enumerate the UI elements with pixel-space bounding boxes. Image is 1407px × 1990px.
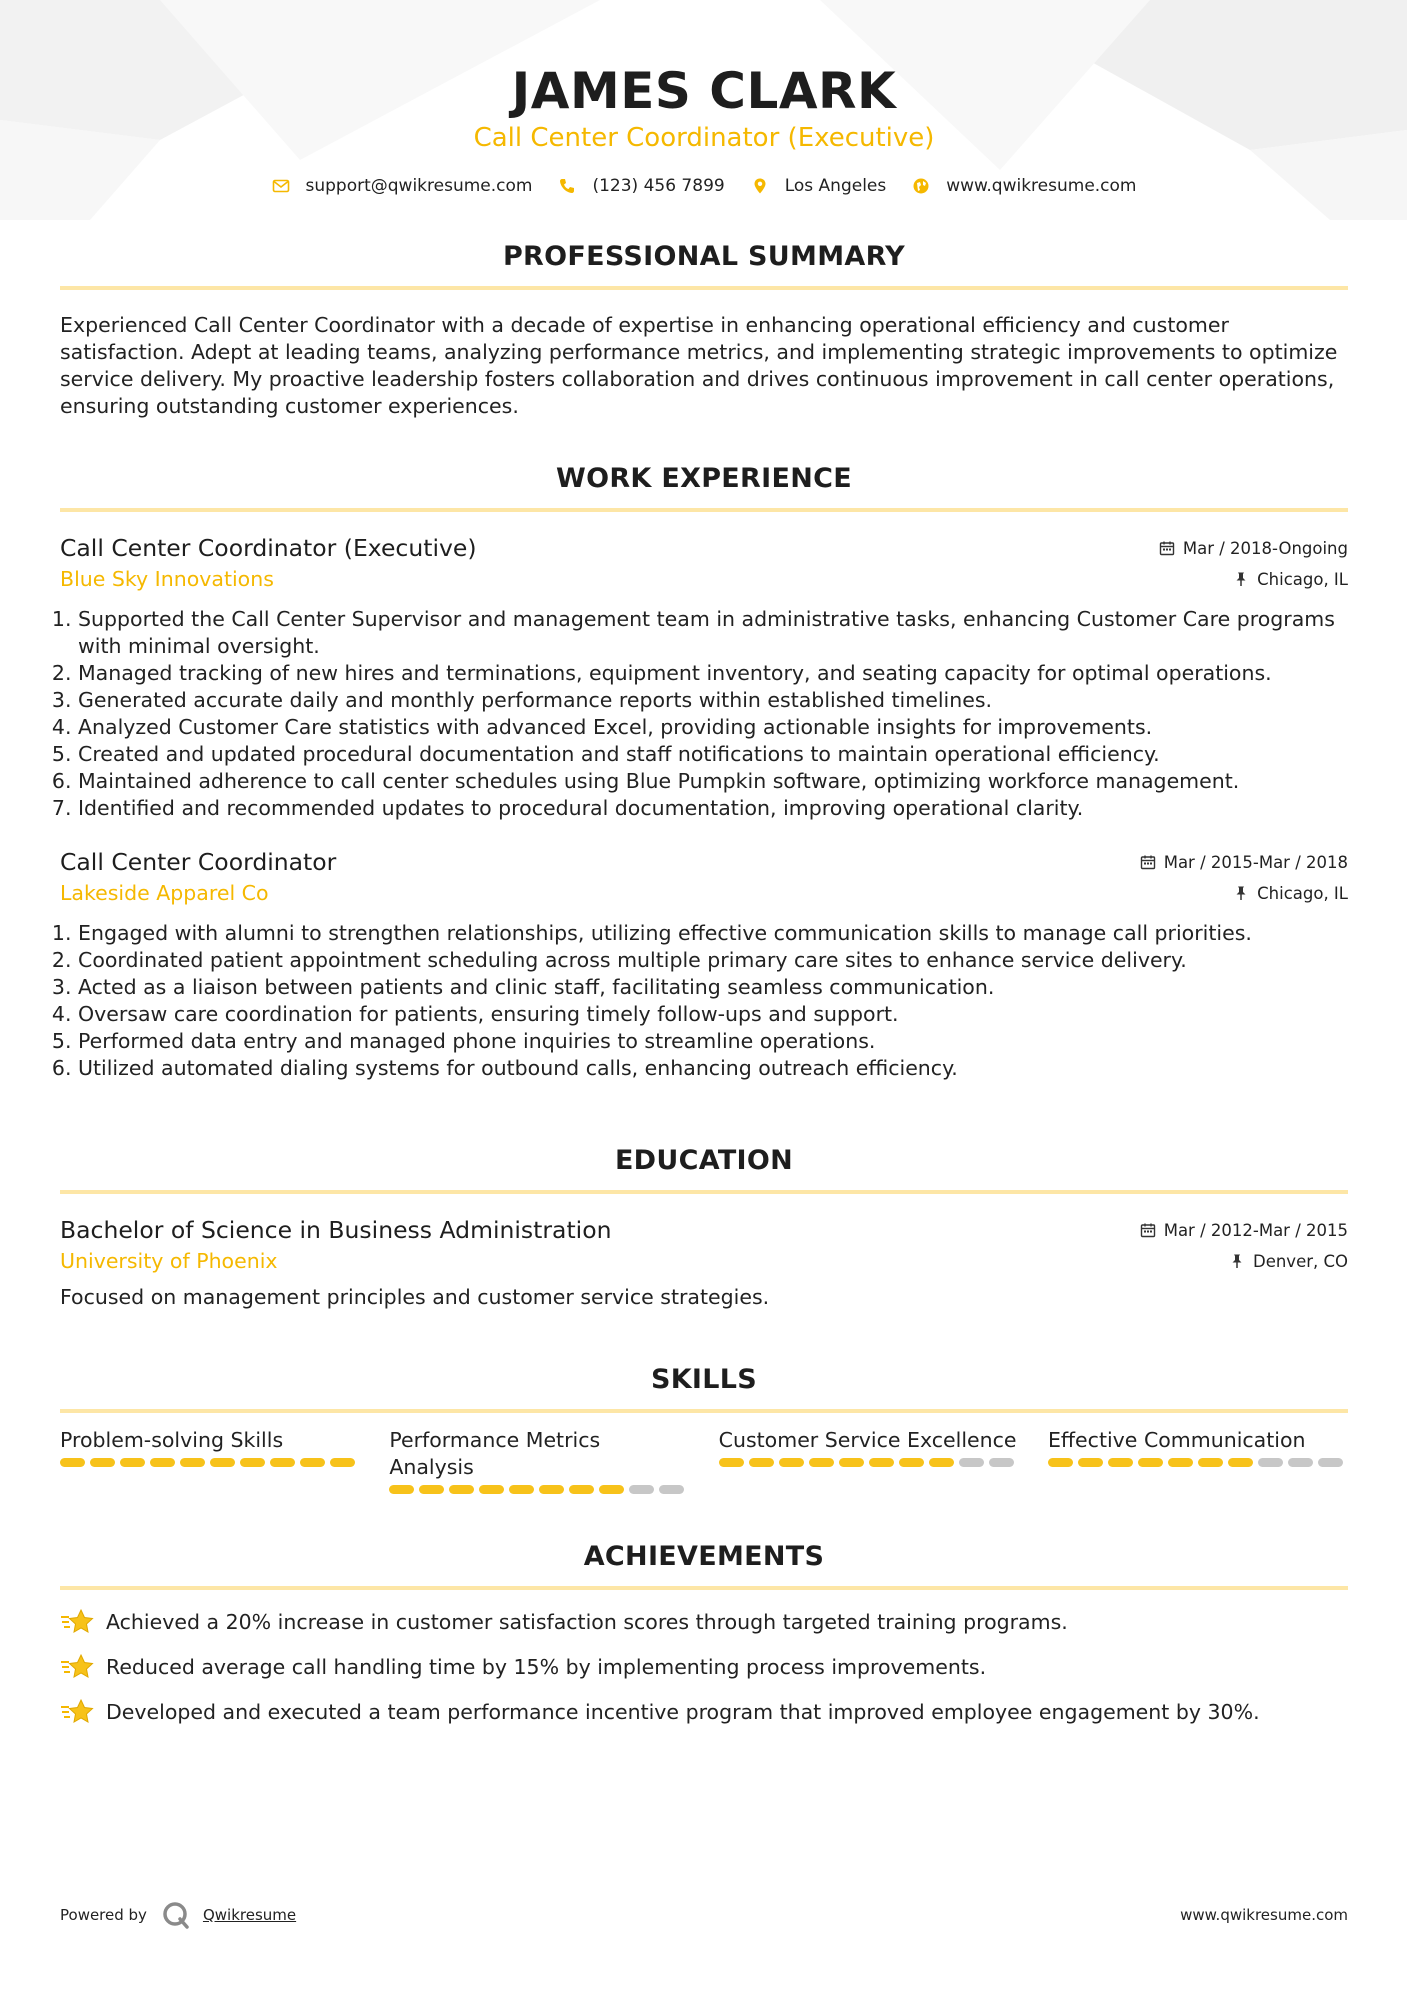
job-location-text: Chicago, IL [1257,569,1348,589]
calendar-icon [1140,854,1156,870]
list-item: 3. Acted as a liaison between patients and clinic staff, facilitating seamless communication. [78,974,1348,1001]
job-dates [1159,539,1348,558]
skills-grid [60,1427,1348,1494]
skill-dot-filled [719,1458,744,1467]
page-footer [60,1900,1348,1930]
achievements-heading: ACHIEVEMENTS [583,1541,825,1572]
qwikresume-logo-icon [161,1900,191,1930]
skill-dot-filled [869,1458,894,1467]
skill-dot-filled [1048,1458,1073,1467]
job-company: Blue Sky Innovations [60,567,274,591]
job-location [1233,884,1348,903]
powered-by-label: Powered by [60,1906,147,1924]
envelope-icon [272,177,290,195]
list-item: 5. Created and updated procedural documentation and staff notifications to maintain operational efficiency. [78,741,1348,768]
skill-dot-filled [779,1458,804,1467]
list-item: 2. Managed tracking of new hires and terminations, equipment inventory, and seating capacity for optimal operations. [78,660,1348,687]
skill-dot-empty [659,1485,684,1494]
skill-dot-filled [60,1458,85,1467]
skill-name: Problem-solving Skills [60,1428,284,1452]
section-divider [60,1190,1348,1194]
skill-item [60,1427,360,1494]
skills-heading: SKILLS [650,1364,758,1395]
skill-dot-filled [899,1458,924,1467]
education-section [60,1144,1348,1311]
list-item: 1. Supported the Call Center Supervisor and management team in administrative tasks, enhancing Customer Care programs with minimal oversight. [78,606,1348,660]
job-entry [60,846,1348,1082]
pin-icon [1233,571,1249,587]
education-entry [60,1214,1348,1311]
achievement-item [60,1653,1348,1681]
section-divider [60,508,1348,512]
degree-title: Bachelor of Science in Business Administration [60,1216,612,1244]
list-item: 7. Identified and recommended updates to procedural documentation, improving operational clarity. [78,795,1348,822]
experience-section [60,462,1348,1082]
job-location-text: Chicago, IL [1257,883,1348,903]
skill-dot-filled [180,1458,205,1467]
footer-website-link[interactable]: www.qwikresume.com [1180,1906,1348,1924]
skill-dot-filled [419,1485,444,1494]
skill-dot-filled [1228,1458,1253,1467]
list-item: 6. Utilized automated dialing systems for outbound calls, enhancing outreach efficiency. [78,1055,1348,1082]
contact-email[interactable] [272,176,533,196]
star-icon [60,1698,94,1726]
job-location [1233,570,1348,589]
education-dates [1140,1221,1348,1240]
job-title: Call Center Coordinator (Executive) [60,534,477,562]
skill-dot-filled [1108,1458,1133,1467]
summary-heading: PROFESSIONAL SUMMARY [502,241,906,272]
achievements-list [60,1608,1348,1726]
skill-dot-empty [629,1485,654,1494]
candidate-name: JAMES CLARK [511,62,897,120]
job-entry [60,532,1348,822]
achievements-section [60,1540,1348,1726]
section-divider [60,1586,1348,1590]
education-location-text: Denver, CO [1252,1251,1348,1271]
skill-rating [60,1458,360,1467]
list-item: 3. Generated accurate daily and monthly performance reports within established timelines. [78,687,1348,714]
list-item: 5. Performed data entry and managed phone inquiries to streamline operations. [78,1028,1348,1055]
footer-branding [60,1900,296,1930]
achievement-item [60,1698,1348,1726]
section-divider [60,286,1348,290]
contact-phone-text: (123) 456 7899 [592,176,725,196]
achievement-text: Reduced average call handling time by 15% by implementing process improvements. [106,1654,987,1679]
summary-text: Experienced Call Center Coordinator with a decade of expertise in enhancing operational efficiency and customer satisfaction. Adept at leading teams, analyzing performance metrics, and implementing strategic improvements to optimize service delivery. My proactive leadership fosters collaboration and drives continuous improvement in call center operations, ensuring outstanding customer experiences. [60,313,1338,418]
list-item: 4. Oversaw care coordination for patients, ensuring timely follow-ups and support. [78,1001,1348,1028]
skill-dot-filled [300,1458,325,1467]
skill-item [389,1427,689,1494]
skill-dot-filled [479,1485,504,1494]
skill-rating [1048,1458,1348,1467]
skill-dot-filled [839,1458,864,1467]
calendar-icon [1159,540,1175,556]
skill-dot-filled [569,1485,594,1494]
skill-dot-empty [1258,1458,1283,1467]
contact-phone[interactable] [558,176,724,196]
skill-dot-empty [959,1458,984,1467]
skill-dot-empty [1288,1458,1313,1467]
skill-item [719,1427,1019,1494]
star-icon [60,1608,94,1636]
job-dates-text: Mar / 2015-Mar / 2018 [1163,852,1348,872]
skill-dot-filled [270,1458,295,1467]
pin-icon [1233,885,1249,901]
calendar-icon [1140,1222,1156,1238]
skill-rating [719,1458,1019,1467]
map-marker-icon [751,177,769,195]
contact-location-text: Los Angeles [784,176,887,196]
summary-section [60,240,1348,420]
skill-dot-empty [1318,1458,1343,1467]
phone-icon [558,177,576,195]
skill-dot-filled [1138,1458,1163,1467]
skill-dot-filled [1168,1458,1193,1467]
job-responsibilities [60,920,1348,1082]
contact-location [751,176,887,196]
skill-dot-filled [240,1458,265,1467]
contact-email-text: support@qwikresume.com [305,176,533,196]
skill-rating [389,1485,689,1494]
education-dates-text: Mar / 2012-Mar / 2015 [1163,1220,1348,1240]
skill-dot-filled [210,1458,235,1467]
section-divider [60,1409,1348,1413]
skill-dot-filled [1198,1458,1223,1467]
skill-dot-filled [929,1458,954,1467]
education-location [1229,1252,1348,1271]
list-item: 1. Engaged with alumni to strengthen relationships, utilizing effective communication skills to manage call priorities. [78,920,1348,947]
pin-icon [1229,1253,1245,1269]
skill-item [1048,1427,1348,1494]
skill-dot-filled [509,1485,534,1494]
skill-dot-filled [599,1485,624,1494]
achievement-text: Developed and executed a team performance incentive program that improved employee engagement by 30%. [106,1699,1260,1724]
resume-page [60,0,1348,1743]
contact-bar [60,176,1348,196]
star-icon [60,1653,94,1681]
skill-dot-filled [749,1458,774,1467]
skill-dot-filled [389,1485,414,1494]
candidate-title: Call Center Coordinator (Executive) [473,123,935,153]
job-company: Lakeside Apparel Co [60,881,269,905]
skill-name: Customer Service Excellence [718,1428,1017,1452]
job-title: Call Center Coordinator [60,848,337,876]
resume-header [60,0,1348,196]
skill-dot-filled [1078,1458,1103,1467]
education-heading: EDUCATION [614,1145,794,1176]
skill-dot-filled [90,1458,115,1467]
school-name: University of Phoenix [60,1249,278,1273]
skill-dot-filled [330,1458,355,1467]
list-item: 2. Coordinated patient appointment scheduling across multiple primary care sites to enhance service delivery. [78,947,1348,974]
contact-website[interactable] [912,176,1136,196]
contact-website-text: www.qwikresume.com [946,176,1137,196]
achievement-item [60,1608,1348,1636]
skill-name: Performance Metrics Analysis [389,1428,601,1479]
list-item: 6. Maintained adherence to call center schedules using Blue Pumpkin software, optimizing workforce management. [78,768,1348,795]
job-responsibilities [60,606,1348,822]
job-dates [1140,853,1348,872]
skill-dot-filled [150,1458,175,1467]
job-dates-text: Mar / 2018-Ongoing [1182,538,1348,558]
skill-name: Effective Communication [1047,1428,1306,1452]
list-item: 4. Analyzed Customer Care statistics with advanced Excel, providing actionable insights for improvements. [78,714,1348,741]
skill-dot-filled [809,1458,834,1467]
brand-link[interactable]: Qwikresume [202,1906,297,1924]
skills-section [60,1363,1348,1494]
skill-dot-empty [989,1458,1014,1467]
skill-dot-filled [120,1458,145,1467]
skill-dot-filled [449,1485,474,1494]
achievement-text: Achieved a 20% increase in customer satisfaction scores through targeted training programs. [106,1609,1068,1634]
skill-dot-filled [539,1485,564,1494]
globe-icon [912,177,930,195]
experience-heading: WORK EXPERIENCE [556,463,852,494]
education-description: Focused on management principles and customer service strategies. [60,1285,770,1309]
